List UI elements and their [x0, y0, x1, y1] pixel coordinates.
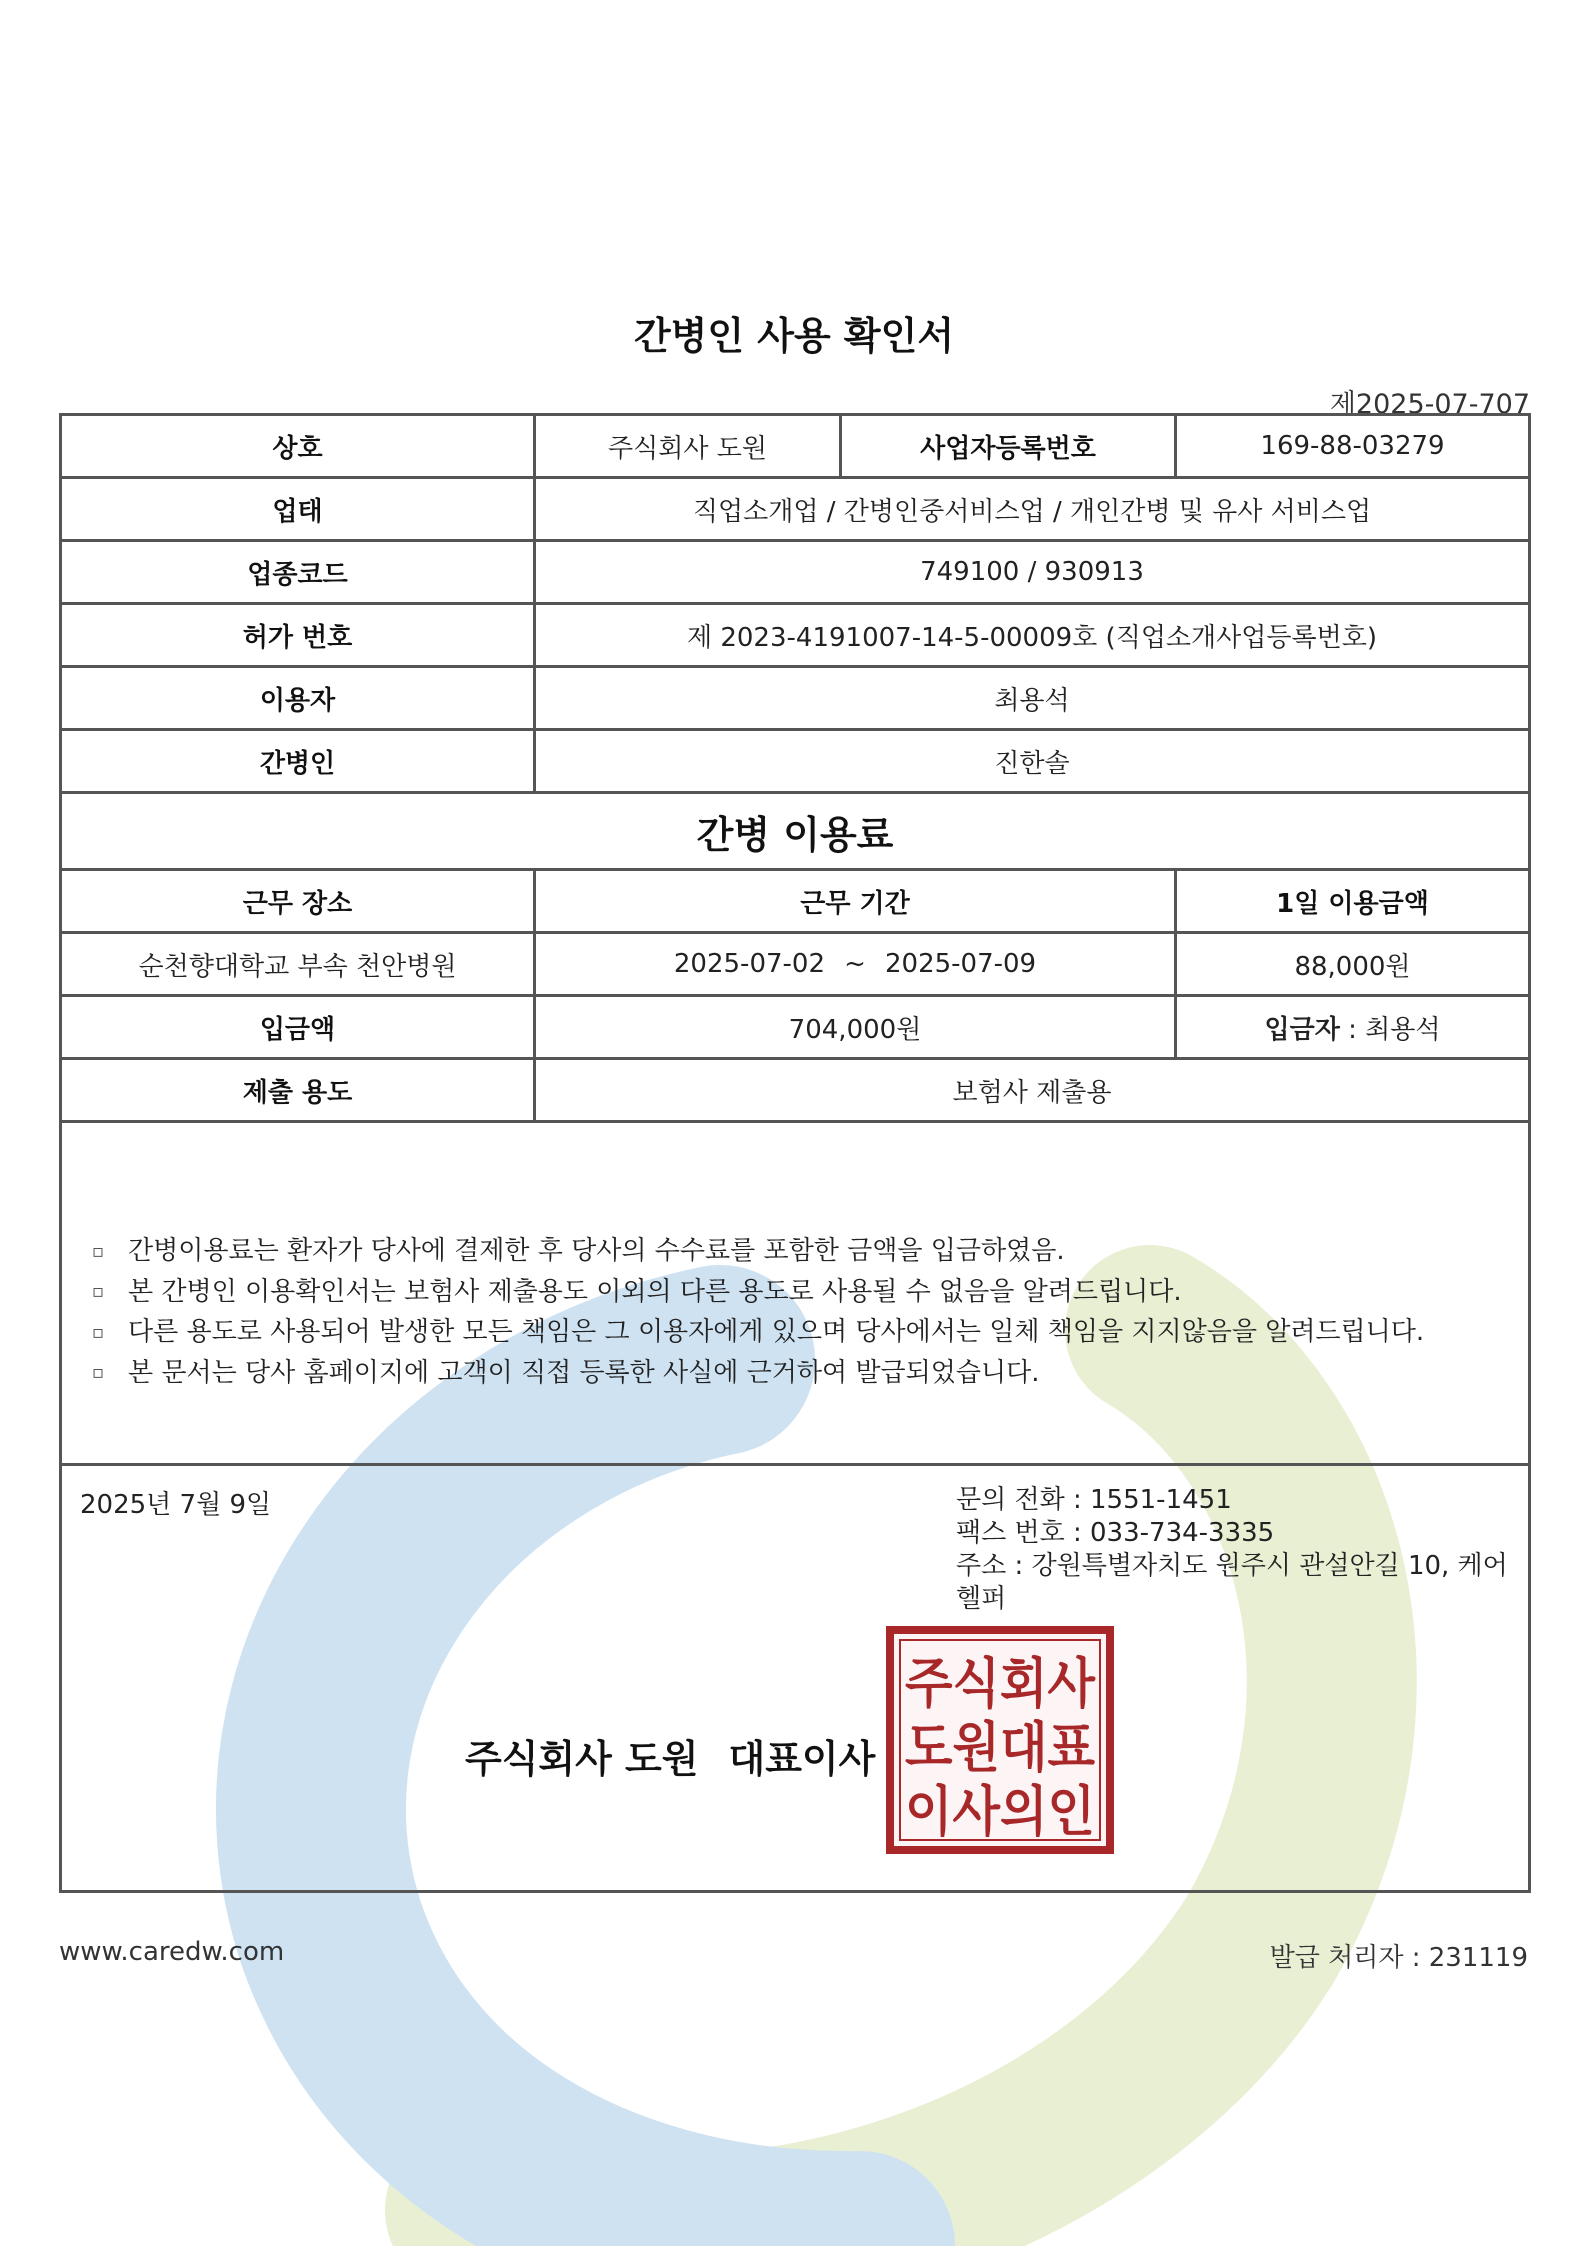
document-number: 제2025-07-707: [1329, 389, 1530, 420]
table-row: [61, 667, 1530, 730]
note-text: 본 간병인 이용확인서는 보험사 제출용도 이외의 다른 용도로 사용될 수 없음을 알려드립니다.: [128, 1276, 1182, 1307]
table-row: [61, 933, 1530, 996]
depositor-label: 입금자: [1264, 1014, 1340, 1045]
notes-cell: [61, 1122, 1530, 1465]
signer-company: 주식회사 도원: [465, 1737, 699, 1781]
note-text: 다른 용도로 사용되어 발생한 모든 책임은 그 이용자에게 있으며 당사에서는 일체 책임을 지지않음을 알려드립니다.: [128, 1317, 1425, 1347]
user-value: 최용석: [535, 667, 1530, 730]
fee-section-title: 간병 이용료: [61, 793, 1530, 870]
square-bullet-icon: ▫: [92, 1240, 105, 1262]
license-value: 제 2023-4191007-14-5-00009호 (직업소개사업등록번호): [535, 604, 1530, 667]
signer-title: 대표이사: [728, 1737, 876, 1781]
business-type-label: 업태: [61, 478, 535, 541]
daily-label: 1일 이용금액: [1176, 870, 1530, 933]
period-value: [535, 933, 1176, 996]
trade-name-label: 상호: [61, 415, 535, 478]
table-row: [61, 478, 1530, 541]
reg-no-label: 사업자등록번호: [841, 415, 1176, 478]
deposit-label: 입금액: [61, 996, 535, 1059]
note-item: [92, 1231, 1528, 1272]
table-row: [61, 1465, 1530, 1892]
processor-id: 발급 처리자 : 231119: [1269, 1943, 1528, 1973]
caregiver-value: 진한솔: [535, 730, 1530, 793]
period-label: 근무 기간: [535, 870, 1176, 933]
caregiver-label: 간병인: [61, 730, 535, 793]
business-type-value: 직업소개업 / 간병인중서비스업 / 개인간병 및 유사 서비스업: [535, 478, 1530, 541]
table-row: [61, 1122, 1530, 1465]
table-row: [61, 541, 1530, 604]
depositor-value: 최용석: [1365, 1014, 1441, 1045]
table-row: [61, 730, 1530, 793]
table-row: [61, 1059, 1530, 1122]
note-item: [92, 1312, 1528, 1353]
contact-address: 주소 : 강원특별자치도 원주시 관설안길 10, 케어헬퍼: [956, 1551, 1508, 1614]
document-title: 간병인 사용 확인서: [633, 314, 955, 358]
purpose-value: 보험사 제출용: [535, 1059, 1530, 1122]
period-start: 2025-07-02: [673, 949, 825, 979]
purpose-label: 제출 용도: [61, 1059, 535, 1122]
footer-cell: [61, 1465, 1530, 1892]
table-row: [61, 793, 1530, 870]
note-text: 간병이용료는 환자가 당사에 결제한 후 당사의 수수료를 포함한 금액을 입금하였음.: [128, 1236, 1065, 1266]
contact-phone: 문의 전화 : 1551-1451: [956, 1485, 1232, 1515]
notes-list: [62, 1123, 1528, 1393]
period-end: 2025-07-09: [885, 949, 1037, 979]
place-value: 순천향대학교 부속 천안병원: [61, 933, 535, 996]
website-link[interactable]: www.caredw.com: [59, 1937, 285, 1967]
daily-amount: 88,000원: [1176, 933, 1530, 996]
table-row: [61, 870, 1530, 933]
square-bullet-icon: ▫: [92, 1362, 105, 1383]
seal-line: 주식회사: [905, 1652, 1096, 1715]
industry-code-value: 749100 / 930913: [535, 541, 1530, 604]
table-row: [61, 996, 1530, 1059]
user-label: 이용자: [61, 667, 535, 730]
reg-no-value: 169-88-03279: [1176, 415, 1530, 478]
deposit-amount: 704,000원: [535, 996, 1176, 1059]
table-row: [61, 415, 1530, 478]
confirmation-table: [59, 413, 1531, 1893]
license-label: 허가 번호: [61, 604, 535, 667]
note-item: [92, 1353, 1528, 1394]
seal-line: 도원대표: [905, 1716, 1095, 1779]
depositor-cell: [1176, 996, 1530, 1059]
company-seal: [886, 1626, 1114, 1854]
table-row: [61, 604, 1530, 667]
depositor-separator: :: [1339, 1014, 1366, 1045]
industry-code-label: 업종코드: [61, 541, 535, 604]
contact-block: [956, 1484, 1528, 1616]
issue-date: 2025년 7월 9일: [80, 1490, 272, 1520]
note-text: 본 문서는 당사 홈페이지에 고객이 직접 등록한 사실에 근거하여 발급되었습니다.: [128, 1357, 1040, 1388]
period-separator: ~: [844, 949, 866, 979]
square-bullet-icon: ▫: [92, 1321, 105, 1343]
contact-fax: 팩스 번호 : 033-734-3335: [956, 1518, 1275, 1548]
trade-name-value: 주식회사 도원: [535, 415, 841, 478]
place-label: 근무 장소: [61, 870, 535, 933]
signer: [465, 1728, 875, 1783]
square-bullet-icon: ▫: [92, 1281, 105, 1302]
seal-line: 이사의인: [905, 1780, 1095, 1843]
note-item: [92, 1272, 1528, 1313]
